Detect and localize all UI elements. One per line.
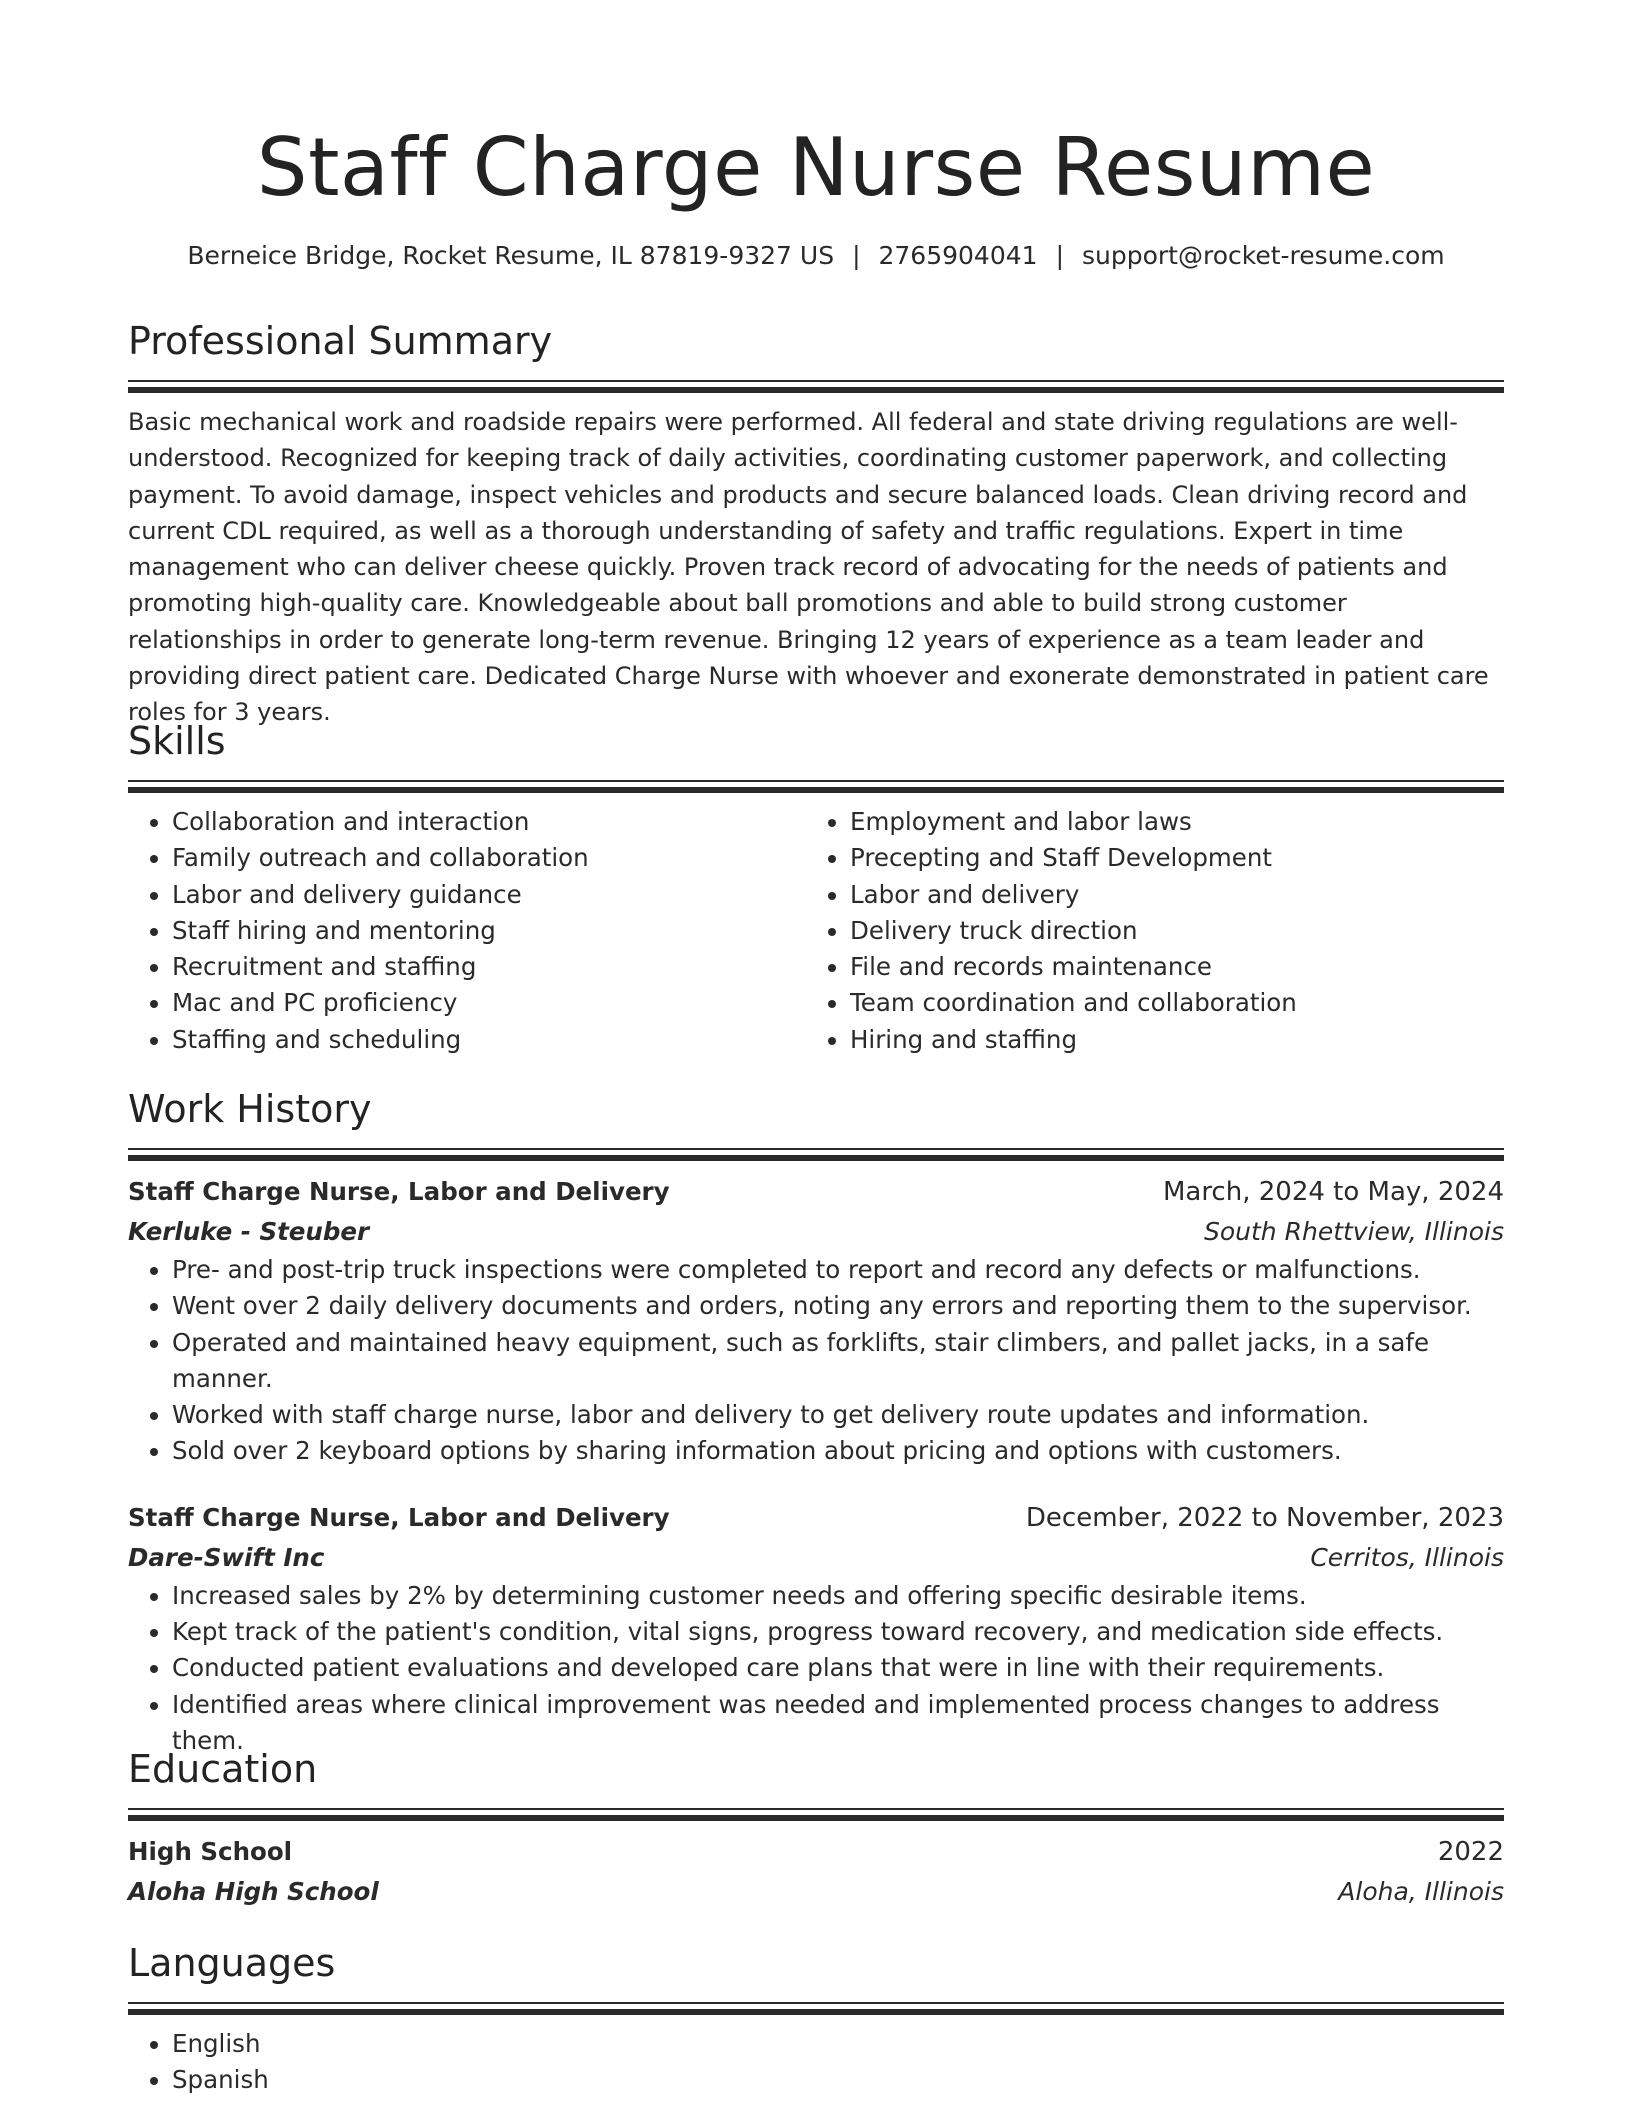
skill-item: • Delivery truck direction [850, 913, 1484, 949]
languages-section [128, 1940, 1504, 2099]
skill-item: • Staffing and scheduling [172, 1022, 806, 1058]
skills-column-right [806, 804, 1484, 1058]
skills-grid [128, 804, 1504, 1058]
work-history-heading: Work History [128, 1087, 372, 1131]
summary-heading: Professional Summary [128, 319, 553, 363]
skills-column-left [128, 804, 806, 1058]
job-bullet: • Identified areas where clinical improvement was needed and implemented process changes to address them. [172, 1687, 1504, 1760]
skills-list-right [806, 804, 1484, 1058]
skill-item: • Labor and delivery [850, 877, 1484, 913]
contact-address: Berneice Bridge, Rocket Resume, IL 87819-9327 US [187, 241, 835, 270]
skills-section [128, 718, 1504, 1058]
skill-item: • Collaboration and interaction [172, 804, 806, 840]
education-school: Aloha High School [128, 1877, 379, 1906]
skills-list-left [128, 804, 806, 1058]
education-section [128, 1746, 1504, 1912]
job-bullet: • Pre- and post-trip truck inspections were completed to report and record any defects or malfunctions. [172, 1252, 1504, 1288]
languages-heading: Languages [128, 1941, 336, 1985]
job-subheader-row [128, 1538, 1504, 1578]
education-year: 2022 [1437, 1837, 1504, 1867]
skill-item: • Mac and PC proficiency [172, 985, 806, 1021]
job-bullet: • Sold over 2 keyboard options by sharing information about pricing and options with customers. [172, 1433, 1504, 1469]
section-divider [128, 2002, 1504, 2014]
job-subheader-row [128, 1212, 1504, 1252]
job-company: Kerluke - Steuber [128, 1217, 370, 1246]
language-item: • English [172, 2026, 1504, 2062]
job-title: Staff Charge Nurse, Labor and Delivery [128, 1177, 670, 1206]
language-item: • Spanish [172, 2062, 1504, 2098]
contact-separator: | [852, 241, 861, 270]
contact-separator: | [1055, 241, 1064, 270]
page-title: Staff Charge Nurse Resume [256, 121, 1376, 214]
job-bullet: • Worked with staff charge nurse, labor and delivery to get delivery route updates and information. [172, 1397, 1504, 1433]
education-degree: High School [128, 1837, 293, 1866]
contact-email: support@rocket-resume.com [1082, 241, 1445, 270]
skill-item: • File and records maintenance [850, 949, 1484, 985]
section-divider [128, 380, 1504, 392]
skill-item: • Hiring and staffing [850, 1022, 1484, 1058]
job-bullet: • Went over 2 daily delivery documents and orders, noting any errors and reporting them to the supervisor. [172, 1288, 1504, 1324]
work-history-section [128, 1086, 1504, 1759]
job-location: South Rhettview, Illinois [1204, 1217, 1504, 1246]
job-bullets [128, 1252, 1504, 1470]
contact-phone: 2765904041 [878, 241, 1038, 270]
job-bullet: • Operated and maintained heavy equipment, such as forklifts, stair climbers, and pallet jacks, in a safe manner. [172, 1325, 1504, 1398]
job-bullet: • Kept track of the patient's condition, vital signs, progress toward recovery, and medication side effects. [172, 1614, 1504, 1650]
job-header-row [128, 1498, 1504, 1538]
skills-heading: Skills [128, 719, 226, 763]
skill-item: • Recruitment and staffing [172, 949, 806, 985]
languages-list [128, 2026, 1504, 2099]
job-bullet: • Conducted patient evaluations and developed care plans that were in line with their requirements. [172, 1650, 1504, 1686]
job-entry [128, 1498, 1504, 1759]
job-dates: March, 2024 to May, 2024 [1162, 1177, 1504, 1207]
job-bullets [128, 1578, 1504, 1759]
job-title: Staff Charge Nurse, Labor and Delivery [128, 1502, 670, 1532]
summary-section [128, 318, 1504, 731]
job-entry [128, 1172, 1504, 1470]
contact-line [68, 238, 1564, 274]
education-location: Aloha, Illinois [1338, 1877, 1504, 1906]
education-header-row [128, 1832, 1504, 1872]
skill-item: • Staff hiring and mentoring [172, 913, 806, 949]
skill-item: • Team coordination and collaboration [850, 985, 1484, 1021]
education-subheader-row [128, 1872, 1504, 1912]
section-divider [128, 1808, 1504, 1820]
job-company: Dare-Swift Inc [128, 1542, 325, 1572]
job-bullet: • Increased sales by 2% by determining customer needs and offering specific desirable items. [172, 1578, 1504, 1614]
job-location: Cerritos, Illinois [1310, 1542, 1504, 1572]
skill-item: • Precepting and Staff Development [850, 840, 1484, 876]
section-divider [128, 1148, 1504, 1160]
education-heading: Education [128, 1747, 318, 1791]
section-divider [128, 780, 1504, 792]
education-entry [128, 1832, 1504, 1912]
skill-item: • Family outreach and collaboration [172, 840, 806, 876]
job-header-row [128, 1172, 1504, 1212]
job-dates: December, 2022 to November, 2023 [1025, 1502, 1504, 1533]
skill-item: • Labor and delivery guidance [172, 877, 806, 913]
summary-text: Basic mechanical work and roadside repairs were performed. All federal and state driving regulations are well-understood. Recognized for keeping track of daily activities, coordinating customer paperwork, and collecting payment. To avoid damage, inspect vehicles and products and secure balanced loads. Clean driving record and current CDL required, as well as a thorough understanding of safety and traffic regulations. Expert in time management who can deliver cheese quickly. Proven track record of advocating for the needs of patients and promoting high-quality care. Knowledgeable about ball promotions and able to build strong customer relationships in order to generate long-term revenue. Bringing 12 years of experience as a team leader and providing direct patient care. Dedicated Charge Nurse with whoever and exonerate demonstrated in patient care roles for 3 years. [128, 408, 1489, 727]
skill-item: • Employment and labor laws [850, 804, 1484, 840]
